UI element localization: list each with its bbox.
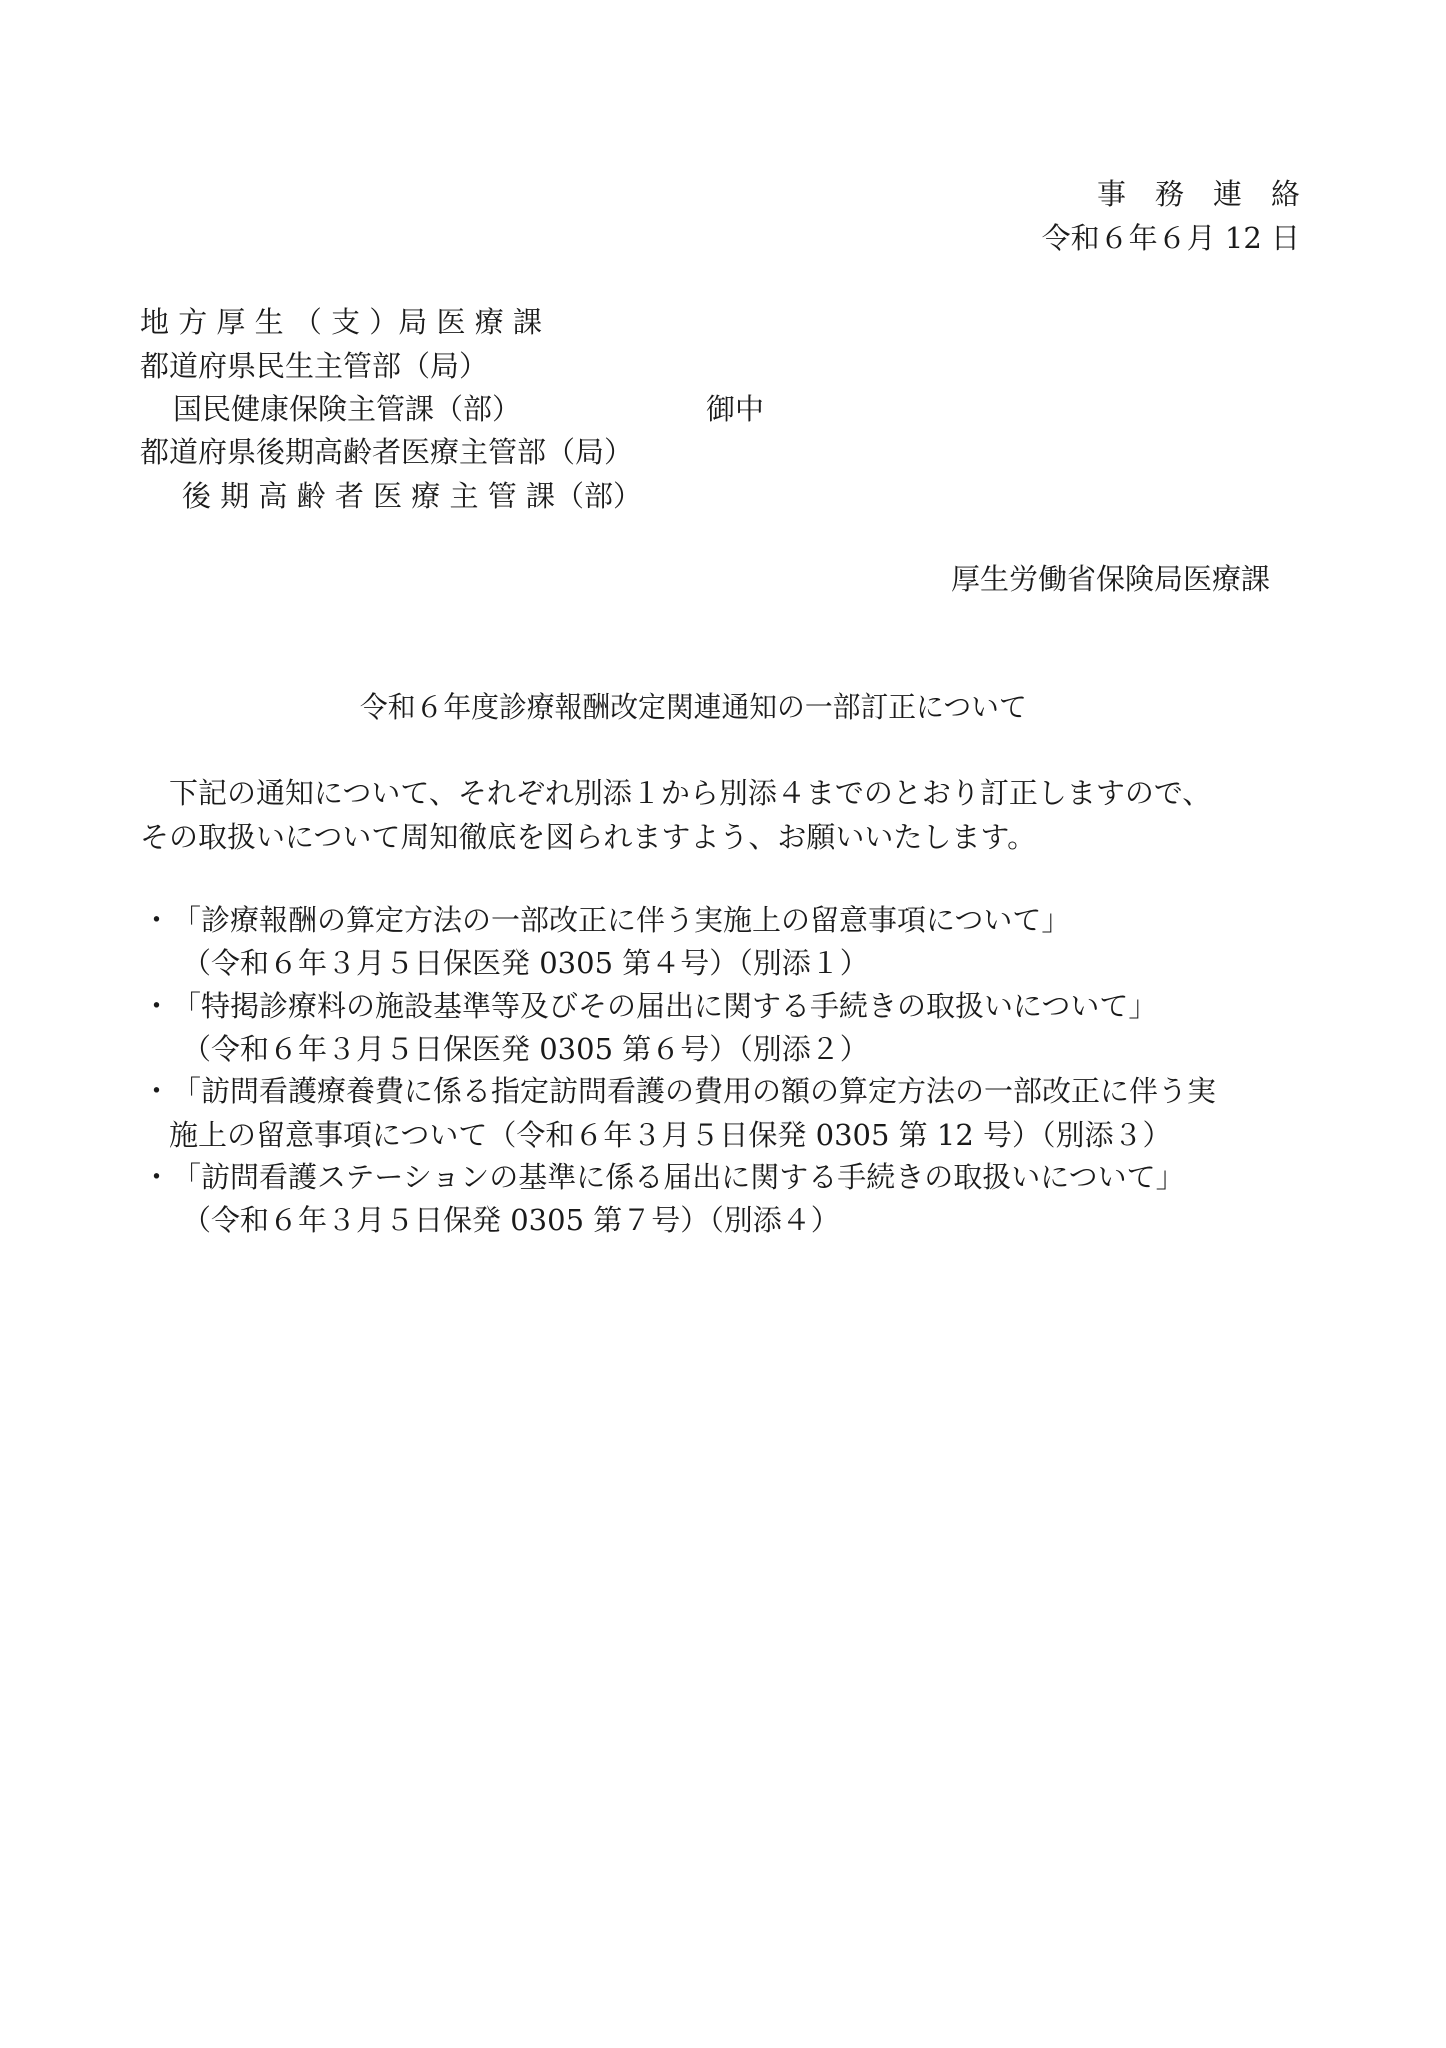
sender: 厚生労働省保険局医療課 [950, 562, 1270, 596]
list-item-title: 「特掲診療料の施設基準等及びその届出に関する手続きの取扱いについて」 [172, 989, 1158, 1023]
list-bullet: ・ [142, 903, 172, 937]
list-item-title: 「訪問看護ステーションの基準に係る届出に関する手続きの取扱いについて」 [172, 1160, 1185, 1194]
list-item-reference: 施上の留意事項について（令和６年３月５日保発 0305 第 12 号）（別添３） [169, 1118, 1172, 1152]
list-bullet: ・ [142, 989, 172, 1023]
addressee-line-4: 都道府県後期高齢者医療主管部（局） [140, 435, 634, 469]
document-title: 令和６年度診療報酬改定関連通知の一部訂正について [359, 690, 1027, 724]
addressee-honorific: 御中 [706, 392, 765, 426]
body-line-2: その取扱いについて周知徹底を図られますよう、お願いいたします。 [140, 820, 1037, 854]
list-item-title: 「診療報酬の算定方法の一部改正に伴う実施上の留意事項について」 [172, 903, 1071, 937]
list-item-reference: （令和６年３月５日保医発 0305 第４号）（別添１） [182, 946, 869, 980]
body-line-1: 下記の通知について、それぞれ別添１から別添４までのとおり訂正しますので、 [169, 776, 1212, 810]
list-item-title: 「訪問看護療養費に係る指定訪問看護の費用の額の算定方法の一部改正に伴う実 [172, 1074, 1217, 1108]
addressee-line-5: 後 期 高 齢 者 医 療 主 管 課（部） [182, 479, 642, 513]
document-type: 事 務 連 絡 [1096, 177, 1300, 211]
document-date: 令和６年６月 12 日 [1041, 221, 1300, 255]
addressee-line-1: 地 方 厚 生 （ 支 ）局 医 療 課 [140, 305, 542, 339]
list-item-reference: （令和６年３月５日保医発 0305 第６号）（別添２） [182, 1032, 869, 1066]
addressee-line-3: 国民健康保険主管課（部） [173, 392, 522, 426]
list-item-reference: （令和６年３月５日保発 0305 第７号）（別添４） [182, 1203, 840, 1237]
addressee-line-2: 都道府県民生主管部（局） [140, 349, 489, 383]
list-bullet: ・ [142, 1160, 172, 1194]
list-bullet: ・ [142, 1074, 172, 1108]
